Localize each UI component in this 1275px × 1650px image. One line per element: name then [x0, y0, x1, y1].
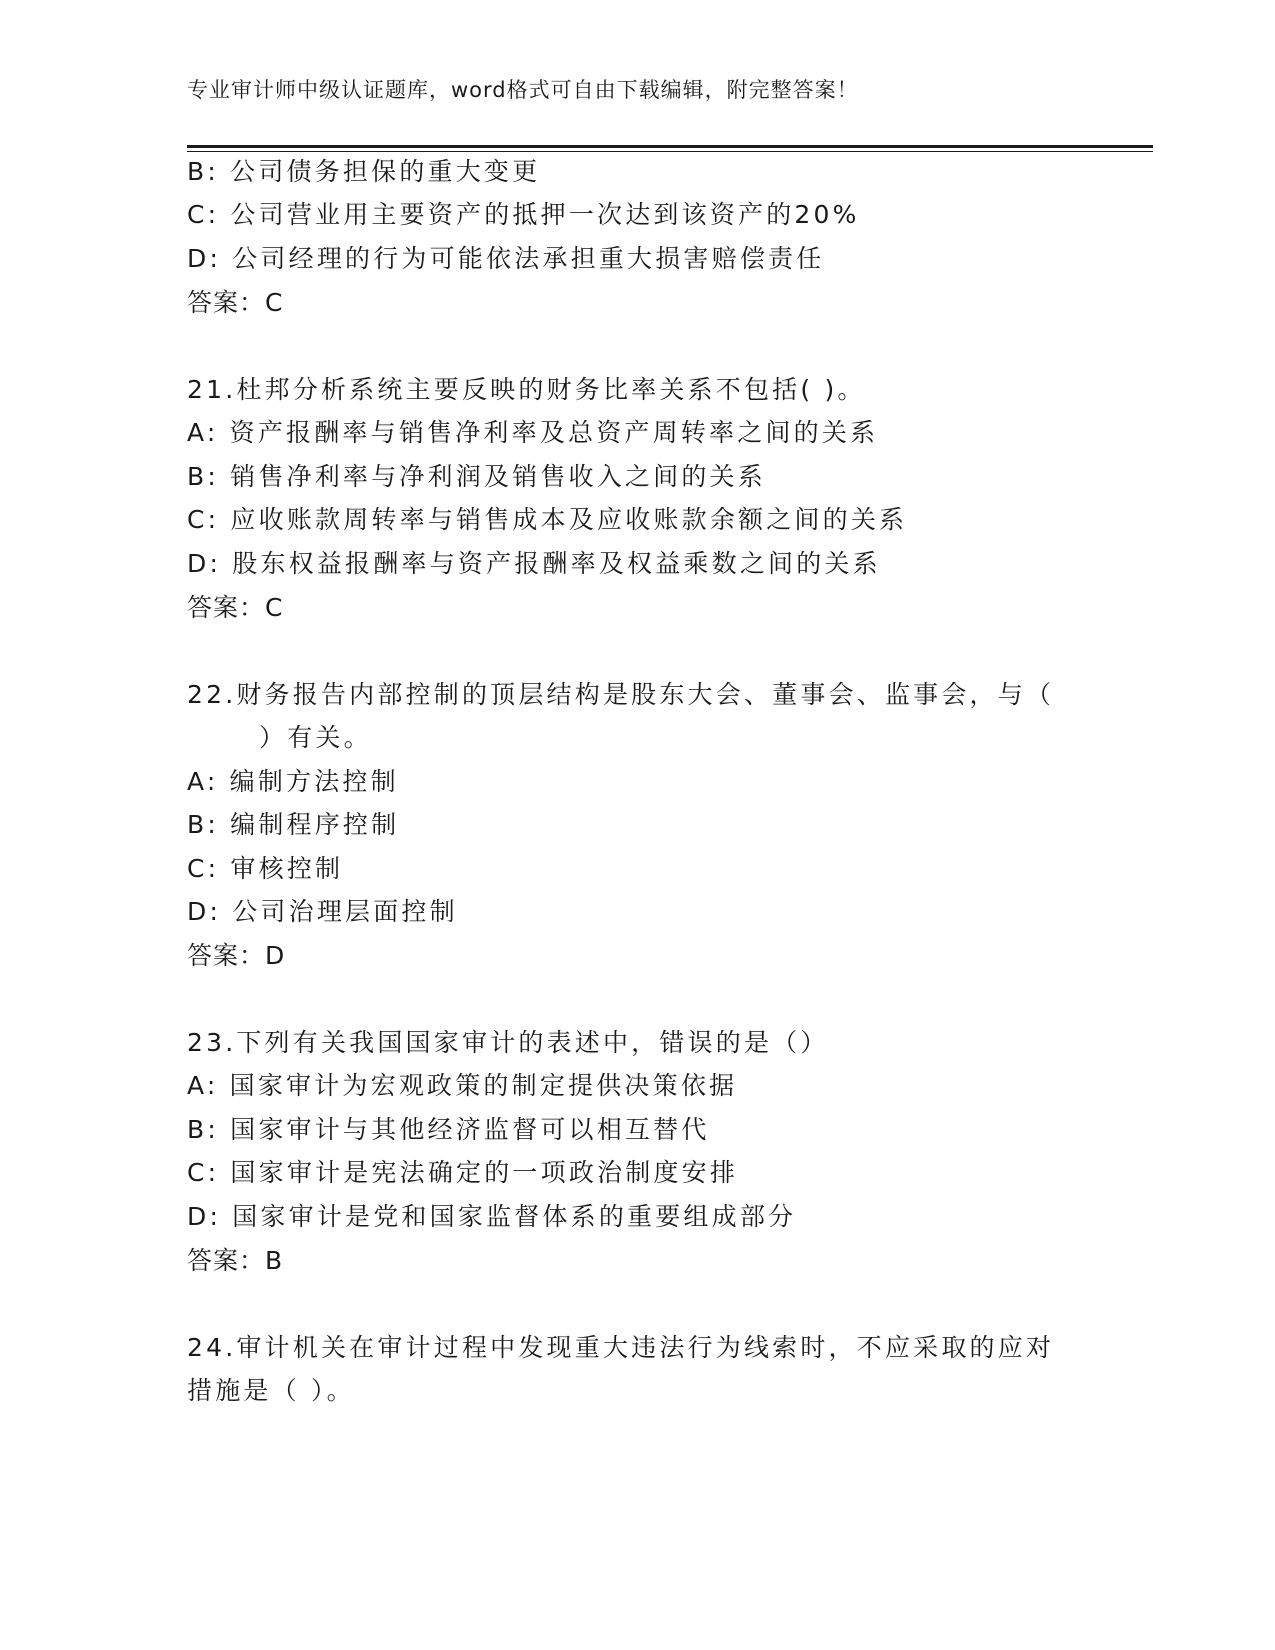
answer-line: 答案：C — [187, 288, 284, 317]
option-line: C: 审核控制 — [187, 854, 344, 883]
option-line: C: 公司营业用主要资产的抵押一次达到该资产的20% — [187, 200, 860, 229]
option-line: A: 编制方法控制 — [187, 767, 399, 796]
option-line: B: 公司债务担保的重大变更 — [187, 157, 541, 186]
option-line: B: 销售净利率与净利润及销售收入之间的关系 — [187, 462, 766, 491]
answer-line: 答案：D — [187, 941, 286, 970]
header-rule-thick — [187, 145, 1153, 148]
option-line: B: 编制程序控制 — [187, 810, 400, 839]
question-text: 22.财务报告内部控制的顶层结构是股东大会、董事会、监事会，与（ — [187, 680, 1055, 709]
option-line: B: 国家审计与其他经济监督可以相互替代 — [187, 1115, 710, 1144]
option-line: C: 应收账款周转率与销售成本及应收账款余额之间的关系 — [187, 505, 908, 534]
option-line: D: 国家审计是党和国家监督体系的重要组成部分 — [187, 1202, 797, 1231]
question-text: 21.杜邦分析系统主要反映的财务比率关系不包括( )。 — [187, 375, 866, 404]
question-text: 24.审计机关在审计过程中发现重大违法行为线索时，不应采取的应对 — [187, 1333, 1055, 1362]
option-line: A: 国家审计为宏观政策的制定提供决策依据 — [187, 1071, 738, 1100]
header-rule-thin — [187, 151, 1153, 152]
page-header: 专业审计师中级认证题库，word格式可自由下载编辑，附完整答案！ — [187, 78, 859, 102]
answer-line: 答案：C — [187, 593, 284, 622]
option-line: D: 公司经理的行为可能依法承担重大损害赔偿责任 — [187, 244, 825, 273]
answer-line: 答案：B — [187, 1246, 284, 1275]
option-line: C: 国家审计是宪法确定的一项政治制度安排 — [187, 1158, 739, 1187]
option-line: A: 资产报酬率与销售净利率及总资产周转率之间的关系 — [187, 418, 879, 447]
option-line: D: 股东权益报酬率与资产报酬率及权益乘数之间的关系 — [187, 549, 881, 578]
option-line: D: 公司治理层面控制 — [187, 897, 458, 926]
question-text-continued: 措施是（ ）。 — [187, 1376, 355, 1405]
question-text: 23.下列有关我国国家审计的表述中，错误的是（） — [187, 1028, 829, 1057]
question-text-continued: ）有关。 — [259, 723, 372, 752]
